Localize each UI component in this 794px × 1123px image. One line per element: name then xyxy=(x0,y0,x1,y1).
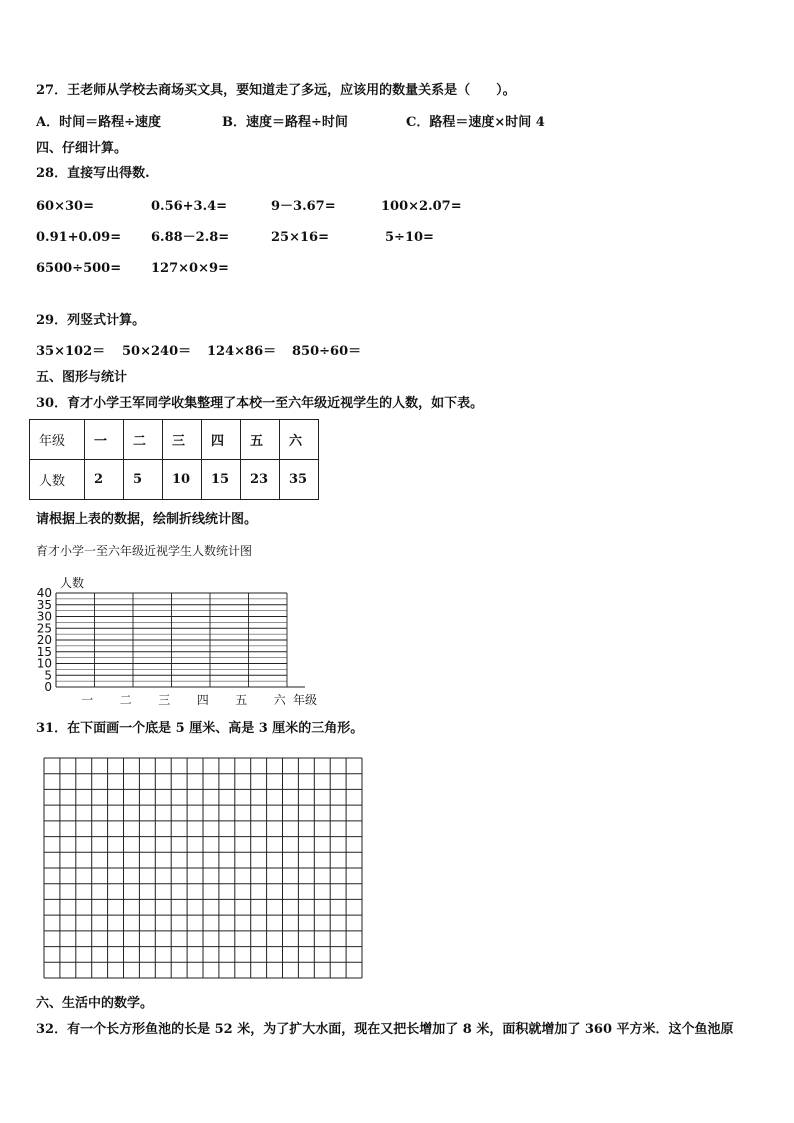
x-tick-label: 二 xyxy=(119,693,132,707)
calc-item: 6500÷500= xyxy=(36,261,122,276)
x-tick-label: 六 xyxy=(273,693,286,707)
calc-item: 0.91+0.09= xyxy=(36,230,122,245)
chart-instruction: 请根据上表的数据，绘制折线统计图。 xyxy=(36,512,258,527)
section-5-heading: 五、图形与统计 xyxy=(36,370,128,385)
x-tick-label: 四 xyxy=(196,693,209,707)
vertical-calc-item: 124×86＝ xyxy=(207,344,277,359)
calc-item: 127×0×9= xyxy=(151,261,229,276)
vertical-calc-item: 35×102＝ xyxy=(36,344,106,359)
count-cell: 35 xyxy=(280,460,319,500)
question-28-stem: 28．直接写出得数. xyxy=(36,166,150,181)
table-row-count xyxy=(30,460,319,500)
chart-title: 育才小学一至六年级近视学生人数统计图 xyxy=(36,544,253,558)
drawing-square-grid[interactable] xyxy=(42,756,364,980)
grade-cell: 六 xyxy=(280,420,319,460)
vertical-calc-item: 50×240＝ xyxy=(122,344,192,359)
grade-cell: 三 xyxy=(163,420,202,460)
count-cell: 15 xyxy=(202,460,241,500)
count-cell: 10 xyxy=(163,460,202,500)
myopia-data-table xyxy=(29,419,319,500)
count-cell: 2 xyxy=(85,460,124,500)
calc-item: 5÷10= xyxy=(385,230,434,245)
question-31-stem: 31．在下面画一个底是 5 厘米、高是 3 厘米的三角形。 xyxy=(36,721,364,736)
x-tick-label: 一 xyxy=(81,693,94,707)
calc-item: 100×2.07= xyxy=(381,199,462,214)
y-tick-label: 25 xyxy=(36,621,52,636)
y-axis-label: 人数 xyxy=(60,576,85,590)
q27-option-c: C．路程＝速度×时间 4 xyxy=(406,115,545,130)
grade-cell: 二 xyxy=(124,420,163,460)
y-tick-label: 10 xyxy=(36,656,52,671)
y-tick-label: 20 xyxy=(36,633,52,647)
line-chart-grid[interactable] xyxy=(30,566,330,711)
table-row-grade xyxy=(30,420,319,460)
y-tick-label: 0 xyxy=(44,680,52,694)
y-tick-label: 40 xyxy=(36,586,52,600)
question-27-stem: 27．王老师从学校去商场买文具，要知道走了多远，应该用的数量关系是（ ）。 xyxy=(36,83,516,98)
calc-item: 9－3.67= xyxy=(271,199,336,214)
x-axis-label: 年级 xyxy=(292,693,318,707)
grade-cell: 一 xyxy=(85,420,124,460)
calc-item: 60×30= xyxy=(36,199,94,214)
row-header-grade: 年级 xyxy=(30,420,85,460)
grade-cell: 四 xyxy=(202,420,241,460)
y-tick-label: 30 xyxy=(36,609,52,624)
question-30-stem: 30．育才小学王军同学收集整理了本校一至六年级近视学生的人数，如下表。 xyxy=(36,396,484,411)
q27-option-a: A．时间＝路程÷速度 xyxy=(36,115,161,130)
section-6-heading: 六、生活中的数学。 xyxy=(36,996,154,1011)
grade-cell: 五 xyxy=(241,420,280,460)
row-header-count: 人数 xyxy=(30,460,85,500)
count-cell: 23 xyxy=(241,460,280,500)
question-32-stem: 32．有一个长方形鱼池的长是 52 米，为了扩大水面，现在又把长增加了 8 米，面积就增加了 360 平方米．这个鱼池原 xyxy=(36,1022,734,1037)
x-tick-label: 五 xyxy=(235,693,248,707)
x-tick-label: 三 xyxy=(158,693,171,707)
calc-item: 25×16= xyxy=(271,230,329,245)
y-tick-label: 5 xyxy=(44,668,52,683)
question-29-stem: 29．列竖式计算。 xyxy=(36,313,146,328)
count-cell: 5 xyxy=(124,460,163,500)
section-4-heading: 四、仔细计算。 xyxy=(36,141,128,156)
vertical-calc-item: 850÷60＝ xyxy=(292,344,362,359)
y-tick-label: 35 xyxy=(36,597,52,612)
calc-item: 6.88－2.8= xyxy=(151,230,230,245)
y-tick-label: 15 xyxy=(36,644,52,659)
calc-item: 0.56+3.4= xyxy=(151,199,228,214)
q27-option-b: B．速度＝路程÷时间 xyxy=(222,115,348,130)
